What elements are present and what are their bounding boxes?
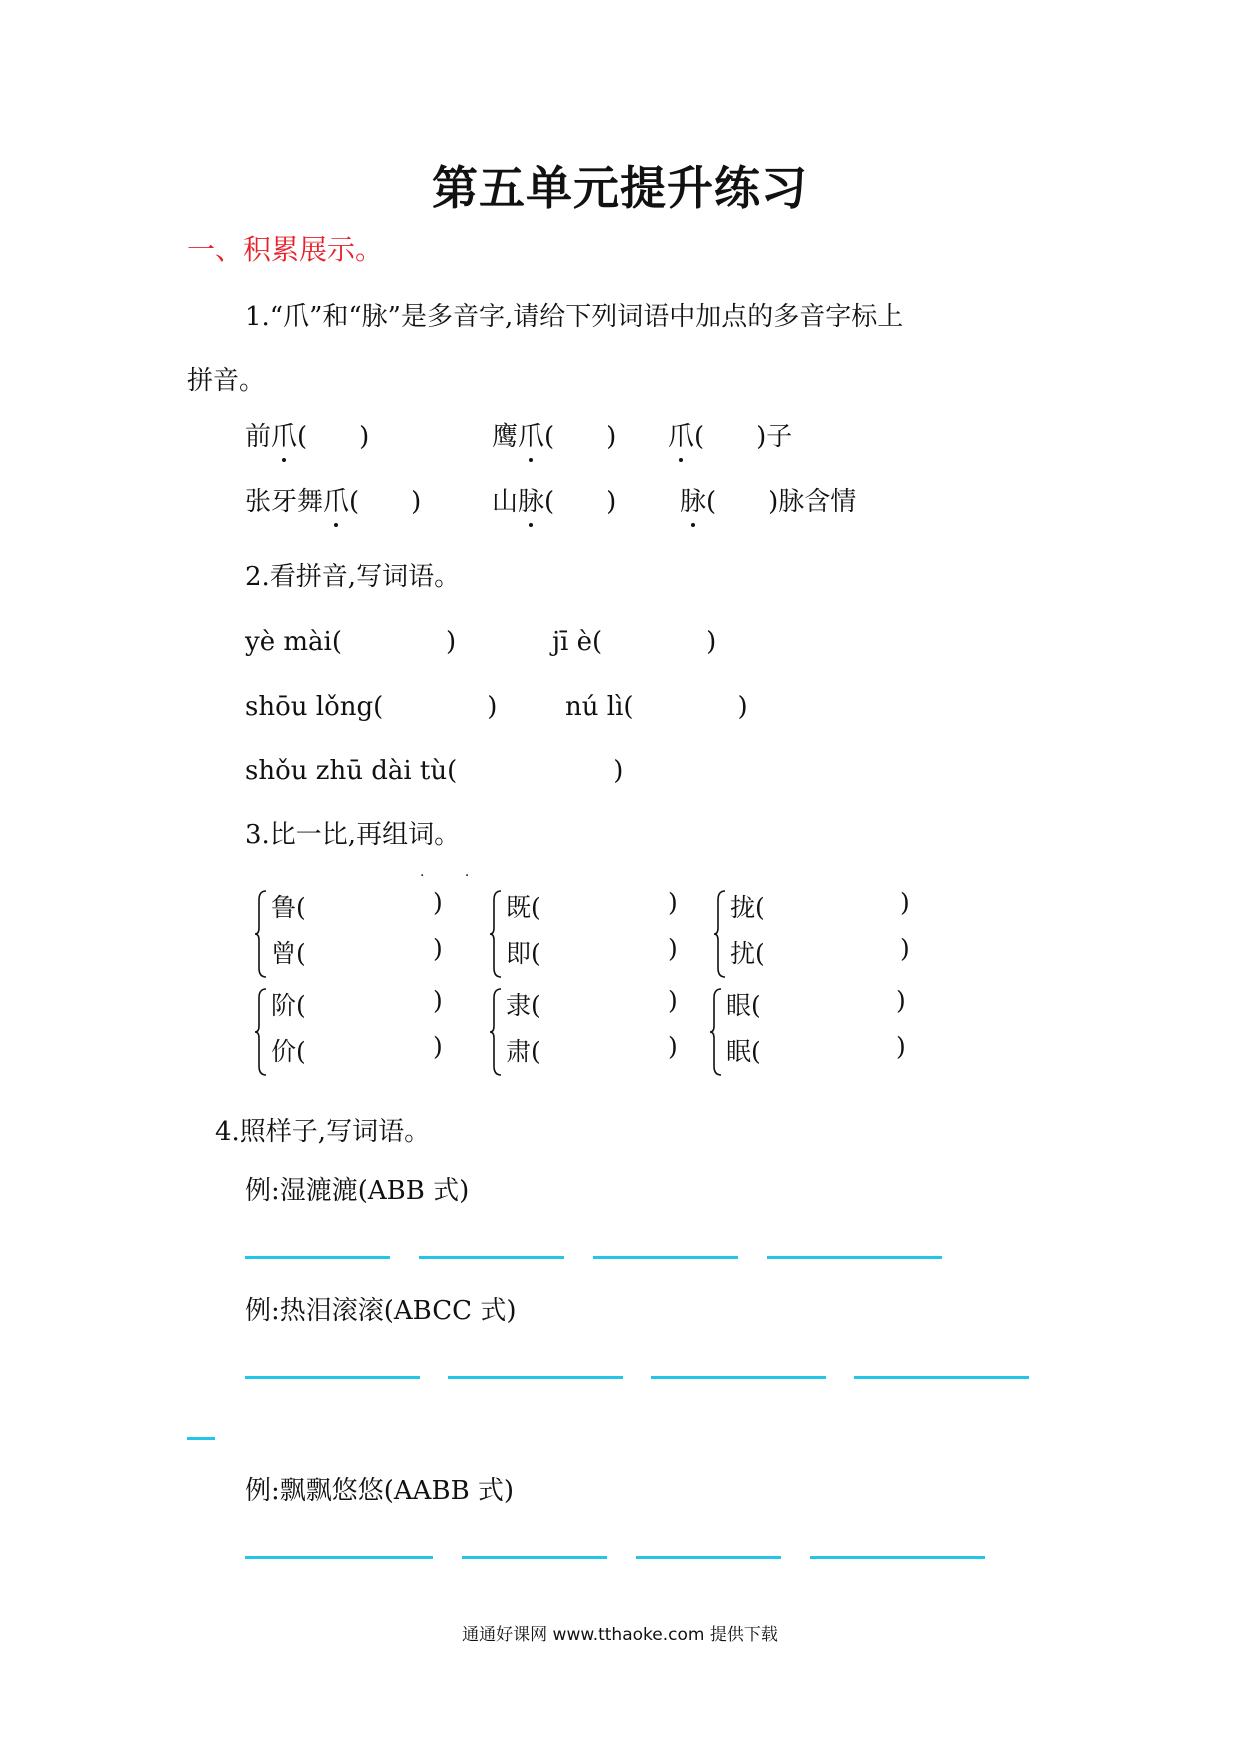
compare-group: 鲁( ) 曾( ) <box>255 888 455 980</box>
compare-group: 隶( ) 肃( ) <box>490 986 690 1078</box>
q1-item: 脉( )脉含情 <box>680 481 856 518</box>
answer-line[interactable] <box>767 1256 942 1259</box>
q1-item: 张牙舞爪( ) <box>245 481 421 518</box>
brace-icon <box>710 988 722 1076</box>
decorative-dots: · · <box>420 868 488 884</box>
q1-stem-line2: 拼音。 <box>187 366 266 396</box>
q1-item: 前爪( ) <box>245 416 369 453</box>
q2-item: jī è( ) <box>552 627 717 657</box>
emphasis-char: 爪 <box>323 481 349 518</box>
q2-item: yè mài( ) <box>245 627 457 657</box>
emphasis-char: 爪 <box>668 416 694 453</box>
answer-line[interactable] <box>593 1256 738 1259</box>
answer-line[interactable] <box>245 1376 420 1379</box>
answer-line[interactable] <box>810 1556 985 1559</box>
answer-line[interactable] <box>651 1376 826 1379</box>
q4-example-3: 例:飘飘悠悠(AABB 式) <box>245 1476 515 1506</box>
q1-item: 爪( )子 <box>668 416 792 453</box>
answer-line[interactable] <box>636 1556 781 1559</box>
q4-stem: 4.照样子,写词语。 <box>215 1117 431 1147</box>
q2-stem: 2.看拼音,写词语。 <box>245 562 461 592</box>
q2-item: shǒu zhū dài tù( ) <box>245 756 624 786</box>
q1-item: 鹰爪( ) <box>492 416 616 453</box>
emphasis-char: 脉 <box>518 481 544 518</box>
q1-item: 山脉( ) <box>492 481 616 518</box>
brace-icon <box>490 890 502 978</box>
q3-stem: 3.比一比,再组词。 <box>245 820 461 850</box>
q1-stem-line1: 1.“爪”和“脉”是多音字,请给下列词语中加点的多音字标上 <box>245 302 904 332</box>
q4-example-1: 例:湿漉漉(ABB 式) <box>245 1176 470 1206</box>
brace-icon <box>714 890 726 978</box>
answer-line[interactable] <box>245 1256 390 1259</box>
emphasis-char: 脉 <box>680 481 706 518</box>
footer-text: 通通好课网 www.tthaoke.com 提供下载 <box>462 1625 778 1645</box>
q4-example-2: 例:热泪滚滚(ABCC 式) <box>245 1296 517 1326</box>
brace-icon <box>255 988 267 1076</box>
compare-group: 眼( ) 眠( ) <box>710 986 910 1078</box>
answer-line[interactable] <box>448 1376 623 1379</box>
compare-group: 阶( ) 价( ) <box>255 986 455 1078</box>
answer-line[interactable] <box>187 1437 215 1440</box>
answer-line[interactable] <box>462 1556 607 1559</box>
compare-group: 拢( ) 扰( ) <box>714 888 914 980</box>
answer-line[interactable] <box>245 1556 433 1559</box>
brace-icon <box>255 890 267 978</box>
emphasis-char: 爪 <box>271 416 297 453</box>
answer-line[interactable] <box>419 1256 564 1259</box>
q2-item: shōu lǒng( ) <box>245 692 498 722</box>
q2-item: nú lì( ) <box>565 692 748 722</box>
section-heading: 一、积累展示。 <box>187 233 384 266</box>
page-title: 第五单元提升练习 <box>432 161 808 215</box>
compare-group: 既( ) 即( ) <box>490 888 690 980</box>
brace-icon <box>490 988 502 1076</box>
answer-line[interactable] <box>854 1376 1029 1379</box>
emphasis-char: 爪 <box>518 416 544 453</box>
